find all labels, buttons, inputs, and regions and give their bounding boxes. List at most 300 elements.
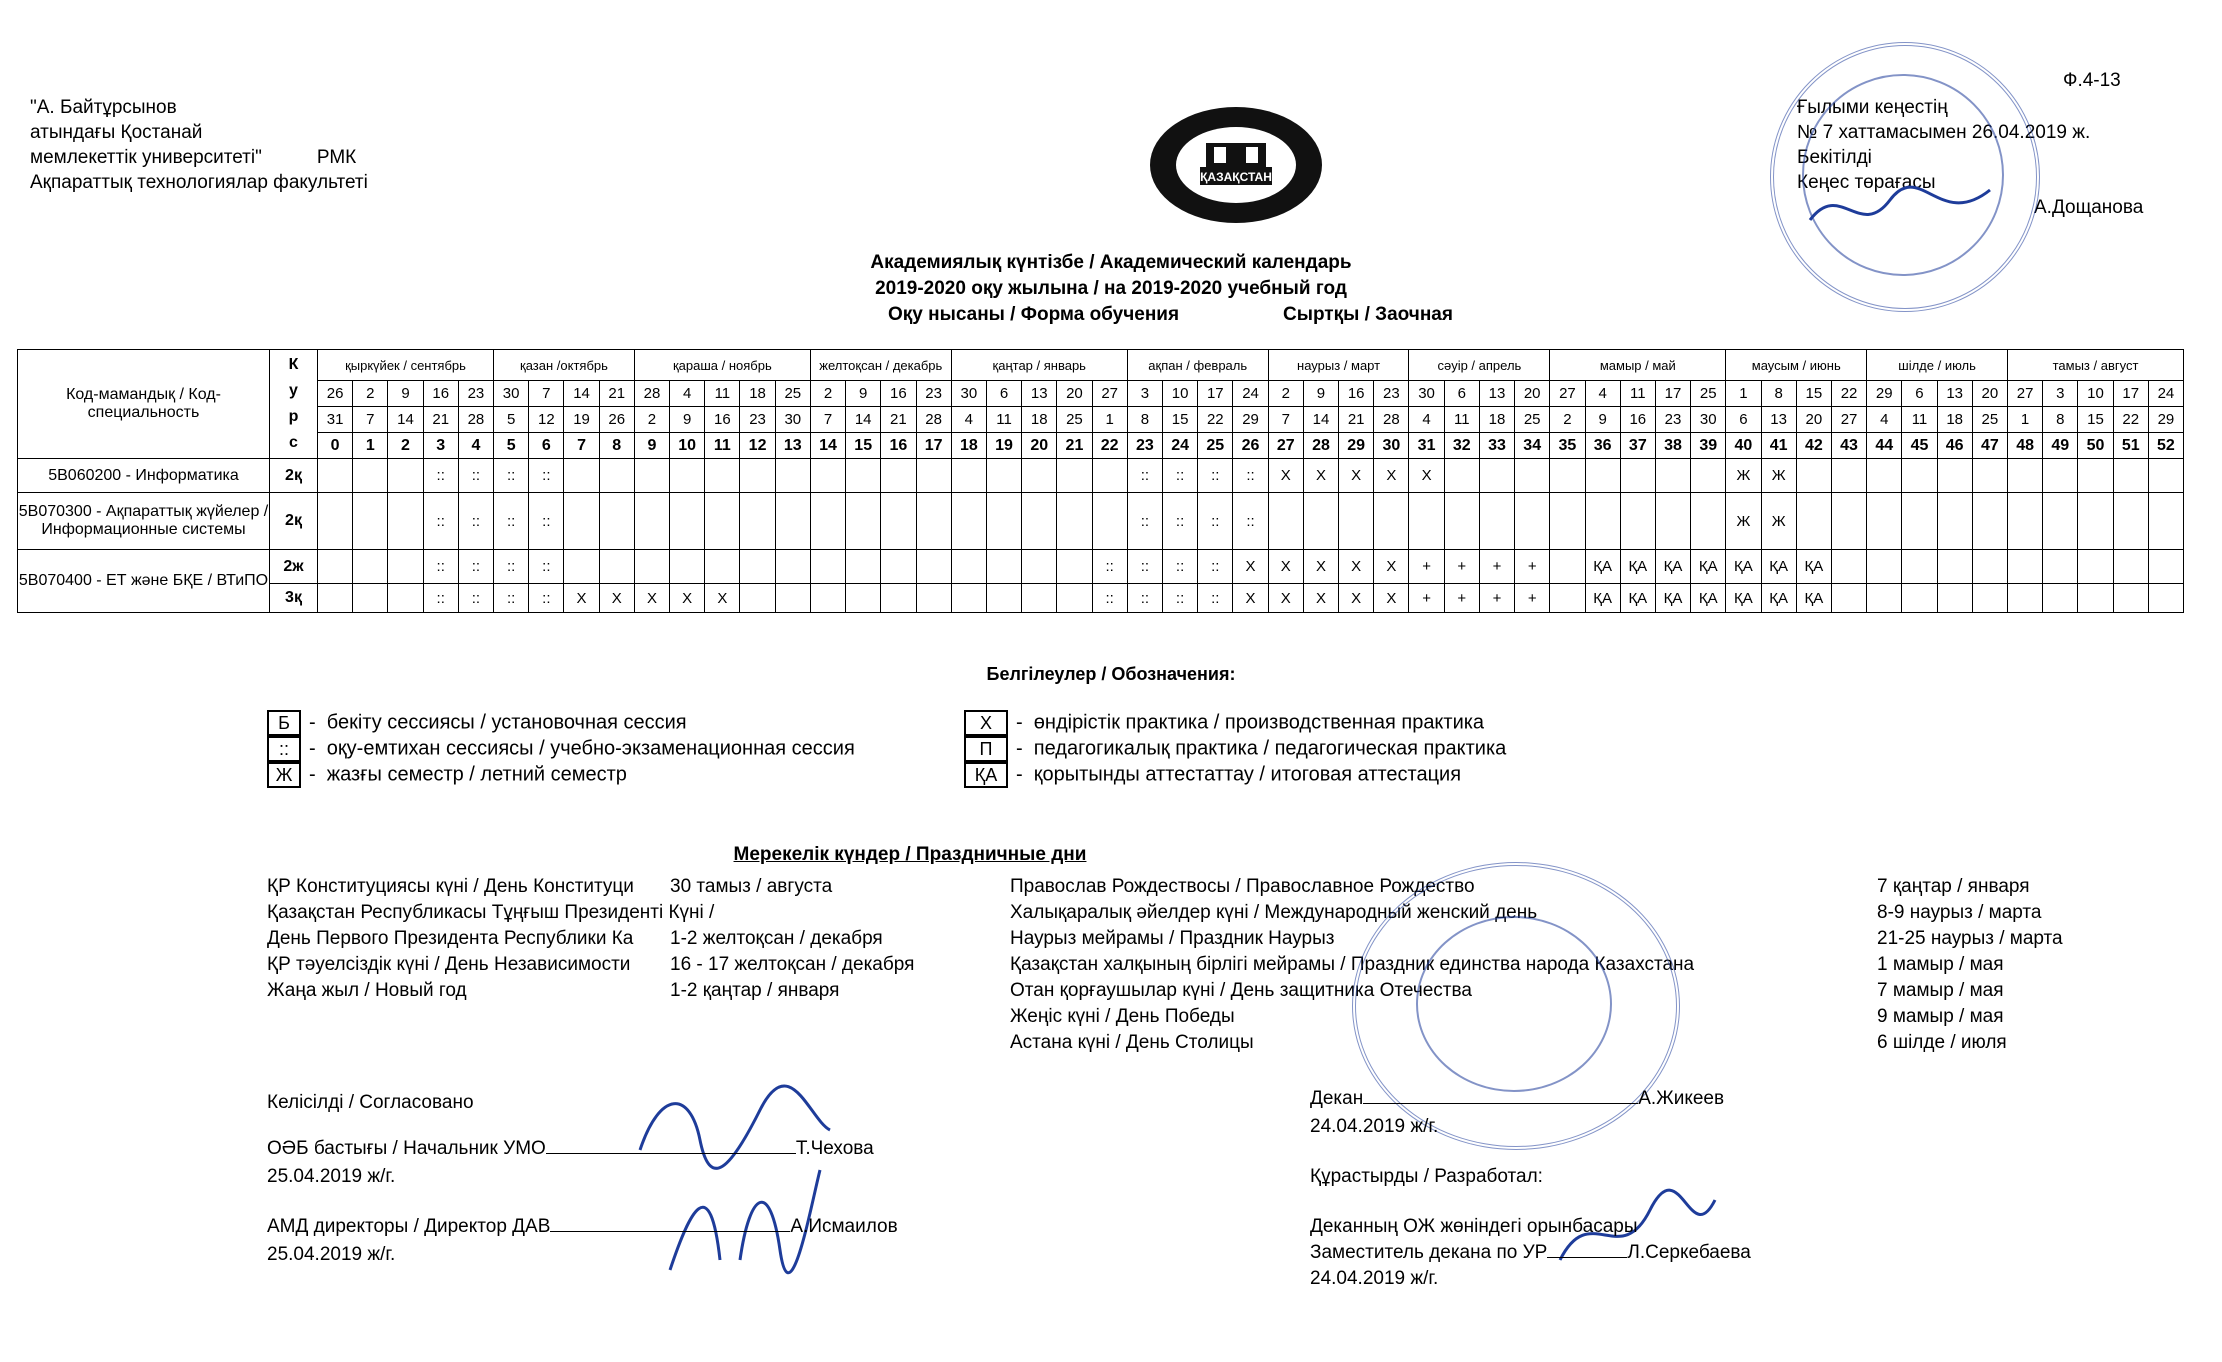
week-cell (1867, 459, 1902, 493)
week-cell (916, 493, 951, 550)
rmk-label: РМК (316, 147, 357, 168)
week-cell (1550, 550, 1585, 584)
week-start-date: 2 (810, 381, 845, 407)
week-end-date: 9 (670, 407, 705, 433)
week-cell: ҚА (1761, 550, 1796, 584)
week-cell (1902, 459, 1937, 493)
week-cell (1092, 459, 1127, 493)
week-cell (846, 550, 881, 584)
week-cell (388, 459, 423, 493)
week-end-date: 28 (916, 407, 951, 433)
week-cell (1479, 493, 1514, 550)
holiday-date: 7 қаңтар / января (1877, 876, 2030, 897)
agreed-label: Келісілді / Согласовано (267, 1092, 474, 1113)
week-end-date: 2 (1550, 407, 1585, 433)
week-cell: Х (705, 584, 740, 613)
week-cell: :: (494, 459, 529, 493)
legend-text: қорытынды аттестаттау / итоговая аттестация (1033, 763, 1462, 786)
week-cell (388, 550, 423, 584)
week-start-date: 8 (1761, 381, 1796, 407)
week-cell (881, 493, 916, 550)
week-start-date: 6 (1902, 381, 1937, 407)
week-cell: Х (1374, 550, 1409, 584)
holidays-title: Мерекелік күндер / Праздничные дни (733, 844, 1087, 865)
week-cell (740, 584, 775, 613)
week-start-date: 2 (1268, 381, 1303, 407)
month-header: сәуір / апрель (1409, 350, 1550, 381)
week-cell (599, 550, 634, 584)
week-start-date: 23 (458, 381, 493, 407)
week-cell: Х (1339, 550, 1374, 584)
legend-text: бекіту сессиясы / установочная сессия (326, 711, 687, 734)
legend-text: жазғы семестр / летний семестр (326, 763, 627, 786)
week-cell: :: (1127, 584, 1162, 613)
week-cell: Х (1339, 584, 1374, 613)
week-cell (881, 550, 916, 584)
week-number: 3 (423, 433, 458, 459)
spec-header: Код-мамандық / Код-специальность (18, 350, 270, 459)
week-cell (1515, 493, 1550, 550)
week-cell (2148, 584, 2183, 613)
week-start-date: 4 (1585, 381, 1620, 407)
holiday-date: 16 - 17 желтоқсан / декабря (670, 954, 915, 975)
week-cell: Х (599, 584, 634, 613)
dean-name: А.Жикеев (1638, 1088, 1725, 1109)
week-cell (951, 584, 986, 613)
week-end-date: 11 (1902, 407, 1937, 433)
week-cell (1374, 493, 1409, 550)
week-start-date: 10 (1163, 381, 1198, 407)
week-cell: :: (1092, 584, 1127, 613)
week-start-date: 21 (599, 381, 634, 407)
week-cell (1937, 493, 1972, 550)
week-cell: ҚА (1796, 550, 1831, 584)
week-cell: :: (458, 550, 493, 584)
week-cell: ҚА (1691, 584, 1726, 613)
week-cell (2008, 493, 2043, 550)
week-cell: + (1409, 584, 1444, 613)
umo-date: 25.04.2019 ж/г. (267, 1166, 396, 1187)
week-cell: Х (1374, 459, 1409, 493)
week-end-date: 5 (494, 407, 529, 433)
week-cell: ҚА (1726, 550, 1761, 584)
week-end-date: 29 (1233, 407, 1268, 433)
week-end-date: 18 (1937, 407, 1972, 433)
month-header: қыркүйек / сентябрь (318, 350, 494, 381)
week-end-date: 22 (2113, 407, 2148, 433)
week-cell (1057, 493, 1092, 550)
holiday-name: Наурыз мейрамы / Праздник Наурыз (1010, 928, 1335, 949)
week-cell: :: (1198, 584, 1233, 613)
week-number: 1 (353, 433, 388, 459)
month-header: мамыр / май (1550, 350, 1726, 381)
legend-symbol: :: (267, 736, 301, 762)
week-end-date: 7 (353, 407, 388, 433)
week-cell (318, 584, 353, 613)
week-cell: :: (458, 584, 493, 613)
specialty-name: 5В070300 - Ақпараттық жүйелер / Информационные системы (18, 493, 270, 550)
week-number: 11 (705, 433, 740, 459)
week-cell (1655, 493, 1690, 550)
week-cell: ҚА (1726, 584, 1761, 613)
week-cell (388, 584, 423, 613)
month-header: ақпан / февраль (1127, 350, 1268, 381)
week-start-date: 17 (1198, 381, 1233, 407)
week-cell: + (1444, 550, 1479, 584)
week-start-date: 28 (634, 381, 669, 407)
week-end-date: 30 (775, 407, 810, 433)
week-cell: ҚА (1796, 584, 1831, 613)
week-cell: ҚА (1585, 584, 1620, 613)
week-end-date: 23 (740, 407, 775, 433)
week-cell: Х (1303, 550, 1338, 584)
holiday-name: Отан қорғаушылар күні / День защитника Отечества (1010, 980, 1472, 1001)
week-cell (846, 493, 881, 550)
week-cell: Х (1268, 550, 1303, 584)
week-end-date: 31 (318, 407, 353, 433)
week-cell (1444, 493, 1479, 550)
week-cell: :: (458, 459, 493, 493)
week-cell (846, 459, 881, 493)
dean-signature (1310, 1088, 1724, 1110)
legend-text: оқу-емтихан сессиясы / учебно-экзаменационная сессия (326, 737, 855, 760)
legend-symbol: Б (267, 710, 301, 736)
week-end-date: 8 (1127, 407, 1162, 433)
week-cell (1022, 584, 1057, 613)
week-start-date: 20 (1972, 381, 2007, 407)
week-end-date: 11 (1444, 407, 1479, 433)
legend-title: Белгілеулер / Обозначения: (986, 664, 1236, 684)
week-number: 0 (318, 433, 353, 459)
deputy-date: 24.04.2019 ж/г. (1310, 1268, 1439, 1289)
month-header: тамыз / август (2008, 350, 2184, 381)
form-value: Сыртқы / Заочная (1283, 304, 1453, 325)
week-end-date: 14 (1303, 407, 1338, 433)
week-start-date: 1 (1726, 381, 1761, 407)
week-end-date: 30 (1691, 407, 1726, 433)
holiday-name: Қазақстан Республикасы Тұңғыш Президенті Күні / (267, 902, 715, 923)
week-number: 38 (1655, 433, 1690, 459)
month-header: шілде / июль (1867, 350, 2008, 381)
week-cell: :: (529, 493, 564, 550)
umo-name: Т.Чехова (795, 1138, 874, 1159)
week-cell: Ж (1761, 459, 1796, 493)
week-start-date: 10 (2078, 381, 2113, 407)
week-number: 33 (1479, 433, 1514, 459)
week-end-date: 16 (705, 407, 740, 433)
week-cell (1937, 550, 1972, 584)
week-number: 46 (1937, 433, 1972, 459)
week-cell (634, 550, 669, 584)
week-number: 25 (1198, 433, 1233, 459)
week-cell: :: (1127, 550, 1162, 584)
week-cell (775, 493, 810, 550)
week-number: 8 (599, 433, 634, 459)
week-end-date: 1 (1092, 407, 1127, 433)
week-start-date: 26 (318, 381, 353, 407)
week-cell (1902, 493, 1937, 550)
week-start-date: 20 (1057, 381, 1092, 407)
week-cell (1585, 493, 1620, 550)
week-cell (951, 550, 986, 584)
week-cell: ҚА (1655, 550, 1690, 584)
week-number: 15 (846, 433, 881, 459)
week-cell: :: (423, 550, 458, 584)
holiday-name: Жеңіс күні / День Победы (1010, 1006, 1235, 1027)
course-cell: 3қ (270, 584, 318, 613)
week-number: 6 (529, 433, 564, 459)
week-cell (1550, 493, 1585, 550)
holiday-name: Жаңа жыл / Новый год (267, 980, 467, 1001)
week-end-date: 18 (1479, 407, 1514, 433)
week-start-date: 9 (846, 381, 881, 407)
week-end-date: 4 (1867, 407, 1902, 433)
week-end-date: 25 (1972, 407, 2007, 433)
week-start-date: 23 (1374, 381, 1409, 407)
week-cell: ҚА (1691, 550, 1726, 584)
week-cell: + (1409, 550, 1444, 584)
week-cell: :: (1163, 459, 1198, 493)
developed-label: Құрастырды / Разработал: (1310, 1166, 1543, 1187)
week-cell: Х (564, 584, 599, 613)
week-cell (986, 493, 1021, 550)
week-start-date: 27 (1092, 381, 1127, 407)
calendar-table (17, 349, 2184, 613)
week-cell (2043, 550, 2078, 584)
week-number: 37 (1620, 433, 1655, 459)
week-cell (2078, 493, 2113, 550)
deputy-label-2: Заместитель декана по УР (1310, 1242, 1548, 1263)
week-cell (2008, 584, 2043, 613)
week-cell (1585, 459, 1620, 493)
approval-line-4: Кеңес төрағасы (1797, 172, 1936, 193)
week-number: 27 (1268, 433, 1303, 459)
week-end-date: 4 (951, 407, 986, 433)
kurs-header-label: К у р с (288, 356, 299, 451)
week-start-date: 24 (2148, 381, 2183, 407)
header-line-1: "А. Байтұрсынов (30, 97, 177, 118)
week-end-date: 13 (1761, 407, 1796, 433)
week-number: 19 (986, 433, 1021, 459)
week-cell: ҚА (1620, 550, 1655, 584)
week-cell (705, 550, 740, 584)
legend-text: өндірістік практика / производственная практика (1033, 711, 1485, 734)
week-cell (1831, 550, 1866, 584)
week-cell (388, 493, 423, 550)
week-number: 26 (1233, 433, 1268, 459)
week-start-date: 11 (705, 381, 740, 407)
week-cell (1620, 459, 1655, 493)
legend-symbol: ҚА (964, 762, 1008, 788)
week-cell (1972, 550, 2007, 584)
week-end-date: 14 (388, 407, 423, 433)
approval-name: А.Дощанова (2034, 197, 2144, 218)
week-cell (1515, 459, 1550, 493)
week-start-date: 18 (740, 381, 775, 407)
week-cell (810, 493, 845, 550)
week-cell (916, 550, 951, 584)
week-end-date: 19 (564, 407, 599, 433)
week-end-date: 8 (2043, 407, 2078, 433)
week-cell (1972, 493, 2007, 550)
week-number: 10 (670, 433, 705, 459)
week-cell (2043, 459, 2078, 493)
week-cell (670, 550, 705, 584)
week-cell: :: (1198, 493, 1233, 550)
kurs-header (270, 350, 318, 459)
week-cell: :: (458, 493, 493, 550)
week-number: 7 (564, 433, 599, 459)
legend-symbol: Ж (267, 762, 301, 788)
week-number: 20 (1022, 433, 1057, 459)
week-cell (1550, 584, 1585, 613)
week-cell: :: (1233, 493, 1268, 550)
week-cell (1937, 584, 1972, 613)
week-number: 45 (1902, 433, 1937, 459)
week-cell: Х (1374, 584, 1409, 613)
week-number: 47 (1972, 433, 2007, 459)
week-cell (775, 459, 810, 493)
week-cell (2113, 550, 2148, 584)
week-cell (2148, 459, 2183, 493)
logo-text: ҚАЗАҚСТАН (1200, 170, 1272, 184)
week-cell (881, 459, 916, 493)
week-end-date: 21 (1339, 407, 1374, 433)
week-end-date: 12 (529, 407, 564, 433)
deputy-name: Л.Серкебаева (1627, 1242, 1751, 1263)
holiday-date: 8-9 наурыз / марта (1877, 902, 2042, 923)
week-start-date: 3 (1127, 381, 1162, 407)
deputy-label-1: Деканның ОЖ жөніндегі орынбасары (1310, 1216, 1638, 1237)
week-cell: :: (494, 550, 529, 584)
week-cell (881, 584, 916, 613)
legend-item-session: :: - оқу-емтихан сессиясы / учебно-экзаменационная сессия (267, 736, 855, 762)
week-end-date: 23 (1655, 407, 1690, 433)
week-end-date: 25 (1057, 407, 1092, 433)
week-start-date: 4 (670, 381, 705, 407)
week-cell (2008, 550, 2043, 584)
week-cell: + (1444, 584, 1479, 613)
week-cell (2043, 584, 2078, 613)
holiday-date: 1-2 қаңтар / января (670, 980, 840, 1001)
specialty-name: 5В060200 - Информатика (18, 459, 270, 493)
dav-label: АМД директоры / Директор ДАВ (267, 1216, 551, 1237)
week-start-date: 6 (986, 381, 1021, 407)
holiday-name: День Первого Президента Республики Ка (267, 928, 634, 949)
course-cell: 2қ (270, 493, 318, 550)
week-cell: :: (494, 584, 529, 613)
holiday-date: 7 мамыр / мая (1877, 980, 2004, 1001)
week-start-date: 22 (1831, 381, 1866, 407)
week-cell (318, 493, 353, 550)
week-cell: Х (1233, 550, 1268, 584)
week-cell: :: (494, 493, 529, 550)
holiday-name: Қазақстан халқының бірлігі мейрамы / Праздник единства народа Казахстана (1010, 954, 1695, 975)
week-number: 22 (1092, 433, 1127, 459)
dav-name: А.Исмаилов (790, 1216, 898, 1237)
month-header: қараша / ноябрь (634, 350, 810, 381)
week-end-date: 20 (1796, 407, 1831, 433)
holiday-name: Астана күні / День Столицы (1010, 1032, 1254, 1053)
week-cell: :: (1233, 459, 1268, 493)
week-cell (1268, 493, 1303, 550)
week-cell: Ж (1726, 459, 1761, 493)
week-cell (986, 584, 1021, 613)
week-start-date: 7 (529, 381, 564, 407)
week-number: 4 (458, 433, 493, 459)
legend-text: педагогикалық практика / педагогическая практика (1033, 737, 1507, 760)
week-cell (564, 550, 599, 584)
week-cell (1831, 459, 1866, 493)
header-line-4: Ақпараттық технологиялар факультеті (30, 172, 368, 193)
week-start-date: 27 (2008, 381, 2043, 407)
week-number: 28 (1303, 433, 1338, 459)
week-cell (951, 493, 986, 550)
calendar-subtitle: 2019-2020 оқу жылына / на 2019-2020 учебный год (875, 278, 1347, 299)
week-cell (986, 459, 1021, 493)
holiday-date: 1-2 желтоқсан / декабря (670, 928, 883, 949)
week-number: 50 (2078, 433, 2113, 459)
legend-item-summer: Ж - жазғы семестр / летний семестр (267, 762, 627, 788)
week-cell: Ж (1726, 493, 1761, 550)
week-cell: ҚА (1655, 584, 1690, 613)
specialty-row (18, 459, 2184, 493)
week-number: 34 (1515, 433, 1550, 459)
week-number: 2 (388, 433, 423, 459)
course-cell: 2қ (270, 459, 318, 493)
week-cell (599, 493, 634, 550)
week-cell: Х (1409, 459, 1444, 493)
week-number: 40 (1726, 433, 1761, 459)
week-start-date: 16 (1339, 381, 1374, 407)
week-start-date: 30 (494, 381, 529, 407)
specialty-row (18, 550, 2184, 584)
week-number: 48 (2008, 433, 2043, 459)
week-number: 49 (2043, 433, 2078, 459)
week-cell (318, 550, 353, 584)
week-number: 51 (2113, 433, 2148, 459)
week-start-date: 20 (1515, 381, 1550, 407)
legend-item-practice: Х - өндірістік практика / производственная практика (964, 710, 1484, 736)
week-start-date: 29 (1867, 381, 1902, 407)
week-end-date: 28 (1374, 407, 1409, 433)
week-cell (2113, 493, 2148, 550)
holiday-name: ҚР Конституциясы күні / День Конституци (267, 876, 634, 897)
week-cell (846, 584, 881, 613)
week-cell (1972, 459, 2007, 493)
week-end-date: 7 (810, 407, 845, 433)
week-cell (1831, 493, 1866, 550)
week-cell: Х (1268, 459, 1303, 493)
week-cell (1831, 584, 1866, 613)
week-cell: :: (1163, 550, 1198, 584)
week-number: 32 (1444, 433, 1479, 459)
week-number: 9 (634, 433, 669, 459)
week-end-date: 2 (634, 407, 669, 433)
calendar-title: Академиялық күнтізбе / Академический календарь (870, 252, 1352, 273)
specialty-row (18, 493, 2184, 550)
week-start-date: 25 (1691, 381, 1726, 407)
week-number: 42 (1796, 433, 1831, 459)
week-cell (2078, 459, 2113, 493)
holiday-name: Православ Рождествосы / Православное Рождество (1010, 876, 1475, 897)
dean-label: Декан (1310, 1088, 1364, 1109)
week-number: 41 (1761, 433, 1796, 459)
header-line-2: атындағы Қостанай (30, 122, 203, 143)
form-label: Оқу нысаны / Форма обучения (888, 304, 1180, 325)
approval-line-3: Бекітілді (1797, 147, 1872, 168)
week-number: 35 (1550, 433, 1585, 459)
